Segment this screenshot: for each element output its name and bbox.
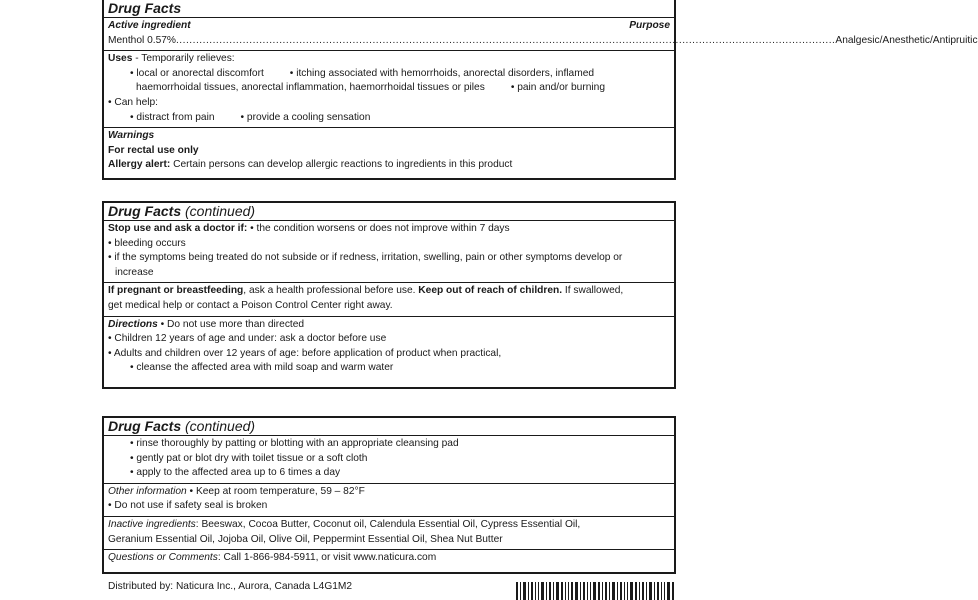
help-item: • distract from pain xyxy=(130,111,215,123)
stop-use-label: Stop use and ask a doctor if: xyxy=(108,223,248,234)
panel-title: Drug Facts xyxy=(108,0,182,16)
ingredient-name: Menthol 0.57% xyxy=(108,34,176,46)
inactive-text: : Beeswax, Cocoa Butter, Coconut oil, Calendula Essential Oil, Cypress Essential Oil, xyxy=(195,518,581,530)
directions-label: Directions xyxy=(108,318,158,330)
allergy-text: Certain persons can develop allergic reactions to ingredients in this product xyxy=(170,159,513,171)
ingredient-row xyxy=(108,34,978,49)
pregnant-label: If pregnant or breastfeeding xyxy=(108,285,244,297)
other-info-text: • Keep at room temperature, 59 – 82°F xyxy=(186,485,365,497)
stop-item-cont: increase xyxy=(115,266,154,278)
distributor-line: Distributed by: Naticura Inc., Aurora, Canada L4G1M2 xyxy=(108,581,353,592)
drug-facts-panel-1 xyxy=(102,0,978,180)
inactive-text-2: Geranium Essential Oil, Jojoba Oil, Olive Oil, Peppermint Essential Oil, Shea Nut Butter xyxy=(108,533,503,545)
uses-label: Uses xyxy=(108,53,133,65)
active-ingredient-header: Active ingredient xyxy=(108,20,191,31)
ingredient-purpose: Analgesic/Anesthetic/Antipruitic xyxy=(835,34,978,46)
use-item: • pain and/or burning xyxy=(510,82,606,94)
stop-use-text: • the condition worsens or does not improve within 7 days xyxy=(247,223,510,234)
panel-title: Drug Facts (continued) xyxy=(108,418,256,434)
inactive-label: Inactive ingredients xyxy=(108,518,196,530)
use-item: • itching associated with hemorrhoids, anorectal disorders, inflamed xyxy=(289,67,595,79)
rectal-use: For rectal use only xyxy=(108,144,199,156)
pregnant-text: , ask a health professional before use. xyxy=(243,285,419,297)
leader-dots: ...................................................................................................................................................................................................... xyxy=(175,34,836,46)
direction-item: • Children 12 years of age and under: ask a doctor before use xyxy=(108,333,387,345)
help-item: • provide a cooling sensation xyxy=(240,111,371,123)
direction-item: • apply to the affected area up to 6 times a day xyxy=(130,467,341,479)
allergy-label: Allergy alert: xyxy=(108,159,171,171)
drug-facts-panel-3 xyxy=(102,416,676,574)
barcode-icon xyxy=(516,582,676,600)
drug-facts-panel-2 xyxy=(102,201,676,389)
other-info-item: • Do not use if safety seal is broken xyxy=(108,500,268,512)
other-info-label: Other information xyxy=(108,485,187,497)
keep-out-text: If swallowed, xyxy=(562,285,624,297)
direction-item: • Adults and children over 12 years of age: before application of product when practical, xyxy=(108,347,502,359)
keep-out-text-2: get medical help or contact a Poison Control Center right away. xyxy=(108,299,393,311)
stop-item: • bleeding occurs xyxy=(108,237,186,249)
stop-item: • if the symptoms being treated do not subside or if redness, irritation, swelling, pain or other symptoms develop or xyxy=(108,252,623,264)
use-item: • local or anorectal discomfort xyxy=(130,67,264,79)
warnings-label: Warnings xyxy=(108,130,155,142)
uses-intro: - Temporarily relieves: xyxy=(132,53,235,65)
directions-text: • Do not use more than directed xyxy=(157,318,305,330)
direction-item: • cleanse the affected area with mild soap and warm water xyxy=(130,362,394,374)
questions-label: Questions or Comments xyxy=(108,552,218,564)
purpose-header: Purpose xyxy=(629,20,670,31)
direction-item: • gently pat or blot dry with toilet tissue or a soft cloth xyxy=(130,452,368,464)
use-item: haemorrhoidal tissues, anorectal inflammation, haemorrhoidal tissues or piles xyxy=(136,82,485,94)
direction-item: • rinse thoroughly by patting or blotting with an appropriate cleansing pad xyxy=(130,438,459,449)
can-help: • Can help: xyxy=(108,96,159,108)
panel-title: Drug Facts (continued) xyxy=(108,203,256,219)
questions-text: : Call 1-866-984-5911, or visit www.naticura.com xyxy=(217,552,437,564)
keep-out-label: Keep out of reach of children. xyxy=(418,285,563,297)
